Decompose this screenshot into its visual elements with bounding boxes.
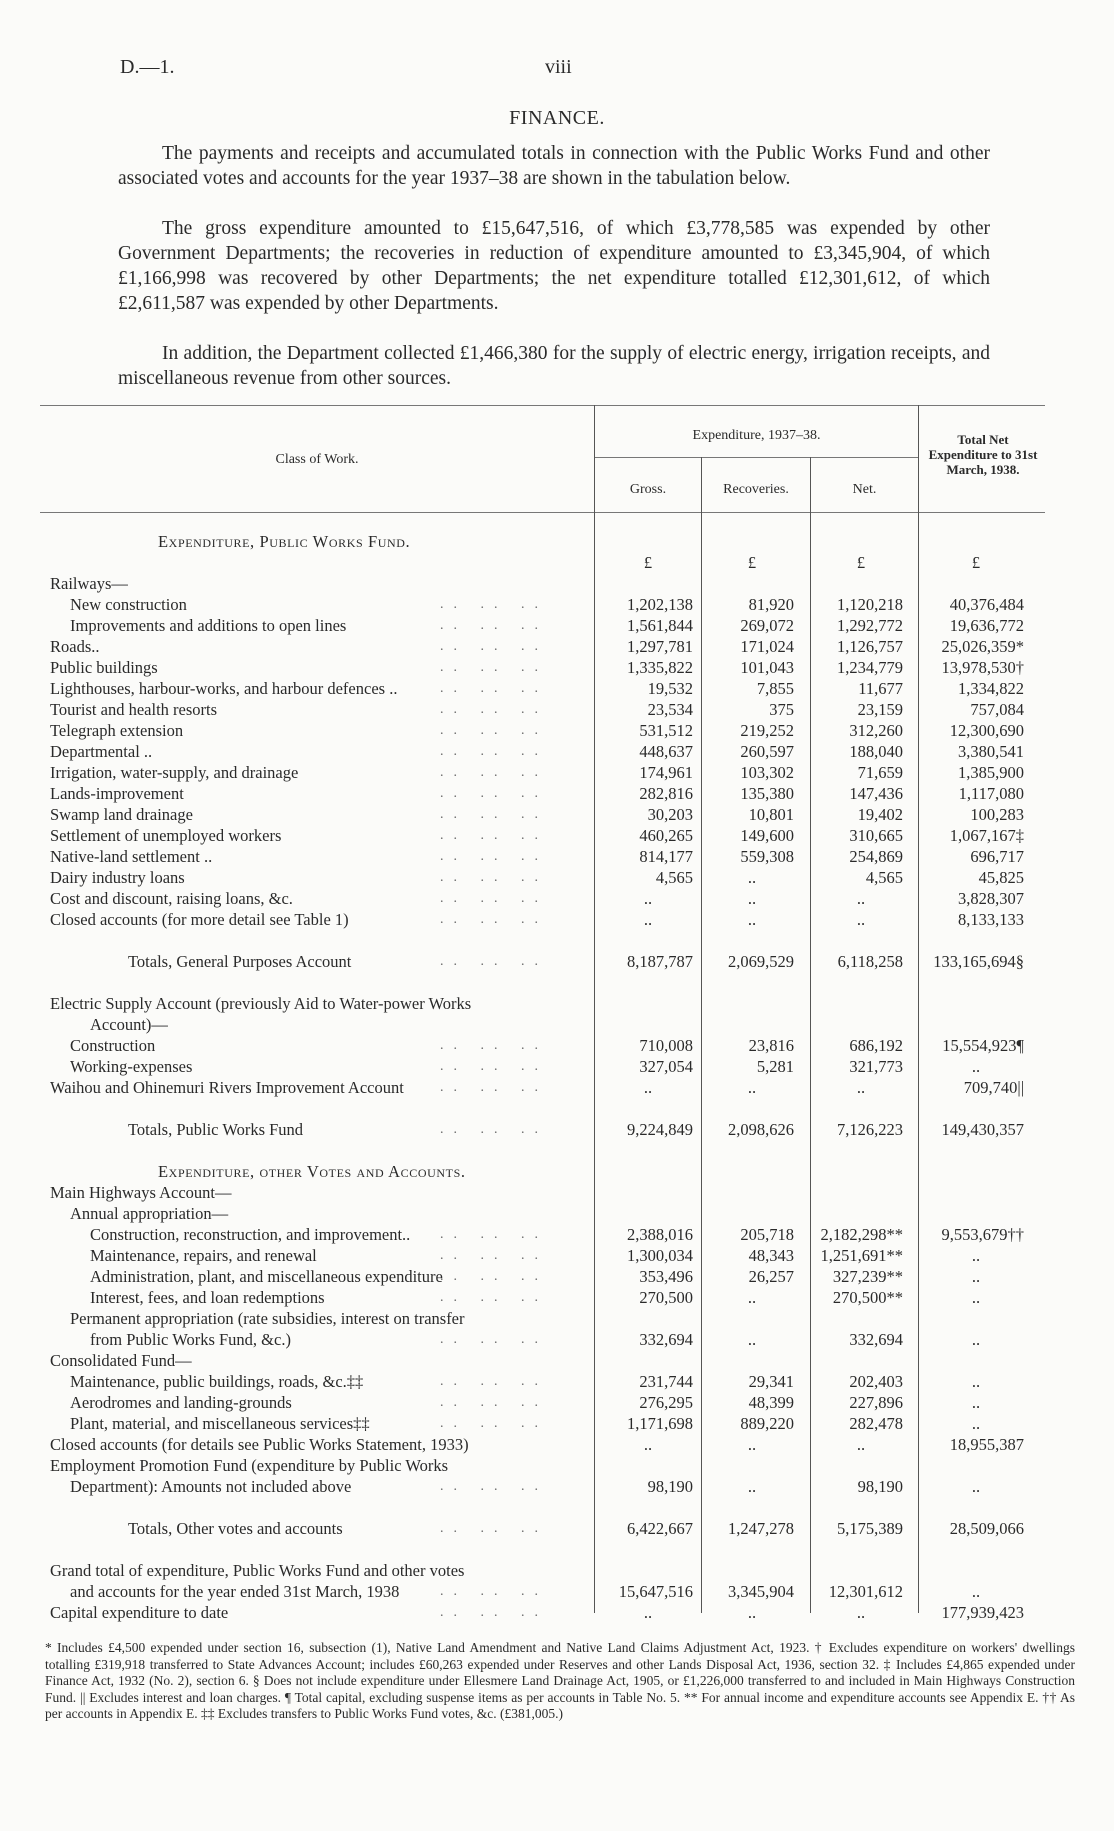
- row-label: Settlement of unemployed workers: [50, 826, 282, 845]
- recoveries-cell: 135,380: [740, 784, 794, 803]
- intro-paragraph-2: The gross expenditure amounted to £15,647,516, of which £3,778,585 was expended by other Government Departments; the recoveries in reduction of expenditure amounted to £3,345,904, of which £1,166,998 was recovered by other Departments; the net expenditure totalled £12,301,612, of which £2,611,587 was expended by other Departments.: [118, 218, 990, 314]
- row-label: Working-expenses: [70, 1057, 193, 1076]
- recoveries-cell: ..: [747, 1435, 757, 1454]
- gross-cell: 4,565: [655, 868, 693, 887]
- total-cell: 9,553,679††: [941, 1225, 1024, 1244]
- net-cell: 1,126,757: [837, 637, 903, 656]
- row-label: Totals, Public Works Fund: [128, 1120, 304, 1139]
- gross-cell: 814,177: [639, 847, 693, 866]
- leader-dots: .. .. ..: [440, 1605, 548, 1620]
- net-cell: ..: [856, 1078, 866, 1097]
- leader-dots: .. .. ..: [440, 954, 548, 969]
- net-cell: 12,301,612: [828, 1582, 903, 1601]
- total-cell: 28,509,066: [949, 1519, 1024, 1538]
- leader-dots: .. .. ..: [440, 807, 548, 822]
- gross-cell: 23,534: [647, 700, 693, 719]
- row-label: Account)—: [90, 1015, 168, 1034]
- gross-cell: 1,561,844: [627, 616, 693, 635]
- gross-cell: 1,300,034: [627, 1246, 693, 1265]
- gross-cell: ..: [643, 910, 653, 929]
- gross-cell: 353,496: [639, 1267, 693, 1286]
- row-label: New construction: [70, 595, 187, 614]
- net-cell: 1,292,772: [837, 616, 903, 635]
- row-label: Capital expenditure to date: [50, 1603, 229, 1622]
- gross-cell: 1,202,138: [627, 595, 693, 614]
- gross-cell: ..: [643, 1435, 653, 1454]
- recoveries-header: Recoveries.: [723, 482, 789, 497]
- recoveries-cell: 889,220: [740, 1414, 794, 1433]
- net-cell: 147,436: [849, 784, 903, 803]
- recoveries-cell: 29,341: [748, 1372, 794, 1391]
- recoveries-cell: 171,024: [740, 637, 794, 656]
- net-cell: 327,239**: [832, 1267, 903, 1286]
- leader-dots: .. .. ..: [440, 618, 548, 633]
- gross-cell: 332,694: [639, 1330, 693, 1349]
- total-cell: 133,165,694§: [933, 952, 1024, 971]
- leader-dots: .. .. ..: [440, 1080, 548, 1095]
- net-cell: 312,260: [849, 721, 903, 740]
- row-label: Employment Promotion Fund (expenditure by Public Works: [50, 1456, 449, 1475]
- total-cell: 709,740||: [963, 1078, 1024, 1097]
- row-label: Telegraph extension: [50, 721, 184, 740]
- gross-cell: 710,008: [639, 1036, 693, 1055]
- row-label: Swamp land drainage: [50, 805, 193, 824]
- net-cell: 282,478: [849, 1414, 903, 1433]
- leader-dots: .. .. ..: [440, 786, 548, 801]
- row-label: Lands-improvement: [50, 784, 184, 803]
- leader-dots: .. .. ..: [440, 1122, 548, 1137]
- row-label: Departmental ..: [50, 742, 153, 761]
- recoveries-cell: 23,816: [748, 1036, 794, 1055]
- expenditure-subrule: [595, 457, 918, 458]
- net-cell: 310,665: [849, 826, 903, 845]
- row-label: Native-land settlement ..: [50, 847, 213, 866]
- row-label: Main Highways Account—: [50, 1183, 232, 1202]
- recoveries-cell: 219,252: [740, 721, 794, 740]
- leader-dots: .. .. ..: [440, 1374, 548, 1389]
- gross-cell: ..: [643, 1603, 653, 1622]
- gross-cell: 8,187,787: [627, 952, 693, 971]
- total-cell: ..: [971, 1288, 981, 1307]
- document-code: D.—1.: [120, 56, 175, 78]
- net-cell: 1,120,218: [837, 595, 903, 614]
- leader-dots: .. .. ..: [440, 681, 548, 696]
- total-cell: 15,554,923¶: [942, 1036, 1024, 1055]
- total-cell: £: [971, 553, 981, 572]
- row-label: Cost and discount, raising loans, &c.: [50, 889, 293, 908]
- leader-dots: .. .. ..: [440, 597, 548, 612]
- leader-dots: .. .. ..: [440, 744, 548, 759]
- recoveries-cell: 10,801: [748, 805, 794, 824]
- total-cell: 40,376,484: [949, 595, 1024, 614]
- row-label: Maintenance, repairs, and renewal: [90, 1246, 317, 1265]
- recoveries-cell: 103,302: [740, 763, 794, 782]
- total-cell: 13,978,530†: [941, 658, 1024, 677]
- section-heading: Expenditure, other Votes and Accounts.: [158, 1162, 466, 1181]
- leader-dots: .. .. ..: [440, 1227, 548, 1242]
- expenditure-header: Expenditure, 1937–38.: [692, 428, 821, 443]
- net-cell: ..: [856, 1603, 866, 1622]
- total-cell: 757,084: [970, 700, 1024, 719]
- leader-dots: .. .. ..: [440, 1332, 548, 1347]
- total-cell: 1,334,822: [958, 679, 1024, 698]
- net-cell: 270,500**: [832, 1288, 903, 1307]
- net-cell: 11,677: [858, 679, 903, 698]
- total-cell: 100,283: [970, 805, 1024, 824]
- net-cell: 254,869: [849, 847, 903, 866]
- total-cell: 3,828,307: [958, 889, 1024, 908]
- row-label: Irrigation, water-supply, and drainage: [50, 763, 299, 782]
- net-cell: 188,040: [849, 742, 903, 761]
- recoveries-cell: ..: [747, 1288, 757, 1307]
- row-label: Construction, reconstruction, and improvement..: [90, 1225, 411, 1244]
- intro-paragraph-1: The payments and receipts and accumulated totals in connection with the Public Works Fund and other associated votes and accounts for the year 1937–38 are shown in the tabulation below.: [118, 143, 990, 189]
- leader-dots: .. .. ..: [440, 870, 548, 885]
- net-cell: 1,234,779: [837, 658, 903, 677]
- gross-cell: ..: [643, 1078, 653, 1097]
- row-label: Totals, Other votes and accounts: [128, 1519, 343, 1538]
- row-label: Department): Amounts not included above: [70, 1477, 352, 1496]
- recoveries-cell: 3,345,904: [728, 1582, 794, 1601]
- net-cell: 19,402: [857, 805, 903, 824]
- gross-header: Gross.: [629, 482, 667, 497]
- total-cell: ..: [971, 1393, 981, 1412]
- net-cell: 23,159: [857, 700, 903, 719]
- row-label: Aerodromes and landing-grounds: [70, 1393, 292, 1412]
- net-cell: £: [856, 553, 866, 572]
- table-header-rule: [40, 512, 1045, 513]
- row-label: Public buildings: [50, 658, 158, 677]
- row-label: Closed accounts (for more detail see Table 1): [50, 910, 349, 929]
- gross-cell: 30,203: [647, 805, 693, 824]
- row-label: Improvements and additions to open lines: [70, 616, 347, 635]
- row-label: Grand total of expenditure, Public Works Fund and other votes: [50, 1561, 465, 1580]
- row-label: Totals, General Purposes Account: [128, 952, 352, 971]
- col-divider-total: [918, 405, 919, 1613]
- row-label: Permanent appropriation (rate subsidies, interest on transfer: [70, 1309, 465, 1328]
- net-cell: ..: [856, 910, 866, 929]
- gross-cell: £: [643, 553, 653, 572]
- net-cell: ..: [856, 1435, 866, 1454]
- net-cell: 71,659: [857, 763, 903, 782]
- leader-dots: .. .. ..: [440, 639, 548, 654]
- recoveries-cell: 101,043: [740, 658, 794, 677]
- leader-dots: .. .. ..: [440, 1038, 548, 1053]
- total-cell: ..: [971, 1057, 981, 1076]
- row-label: Railways—: [50, 574, 128, 593]
- recoveries-cell: 269,072: [740, 616, 794, 635]
- total-cell: 19,636,772: [949, 616, 1024, 635]
- net-cell: 227,896: [849, 1393, 903, 1412]
- total-cell: ..: [971, 1267, 981, 1286]
- total-cell: 25,026,359*: [941, 637, 1024, 656]
- row-label: Annual appropriation—: [70, 1204, 229, 1223]
- row-label: Waihou and Ohinemuri Rivers Improvement Account: [50, 1078, 404, 1097]
- gross-cell: 174,961: [639, 763, 693, 782]
- row-label: Plant, material, and miscellaneous services‡‡: [70, 1414, 370, 1433]
- total-cell: 696,717: [970, 847, 1024, 866]
- total-cell: 18,955,387: [949, 1435, 1024, 1454]
- page-title: FINANCE.: [509, 107, 605, 129]
- recoveries-cell: 5,281: [756, 1057, 794, 1076]
- recoveries-cell: 1,247,278: [728, 1519, 794, 1538]
- gross-cell: 98,190: [647, 1477, 693, 1496]
- net-cell: 321,773: [849, 1057, 903, 1076]
- gross-cell: ..: [643, 889, 653, 908]
- recoveries-cell: 7,855: [756, 679, 794, 698]
- net-cell: 98,190: [857, 1477, 903, 1496]
- total-cell: 1,117,080: [958, 784, 1024, 803]
- leader-dots: .. .. ..: [440, 912, 548, 927]
- row-label: Consolidated Fund—: [50, 1351, 192, 1370]
- gross-cell: 231,744: [639, 1372, 693, 1391]
- row-label: from Public Works Fund, &c.): [90, 1330, 291, 1349]
- table-top-rule: [40, 405, 1045, 406]
- gross-cell: 2,388,016: [627, 1225, 693, 1244]
- footnotes: * Includes £4,500 expended under section 16, subsection (1), Native Land Amendment and Native Land Claims Adjustment Act, 1923. † Excludes expenditure on workers' dwellings totalling £319,918 transferred to State Advances Account; includes £60,263 expended under Reserves and other Lands Disposal Act, 1936, section 32. ‡ Includes £4,865 expended under Finance Act, 1932 (No. 2), section 6. § Does not include expenditure under Ellesmere Land Drainage Act, 1905, or £1,226,000 transferred to and included in Main Highways Construction Fund. || Excludes interest and loan charges. ¶ Total capital, excluding suspense items as per accounts in Table No. 5. ** For annual income and expenditure accounts see Appendix E. †† As per accounts in Appendix E. ‡‡ Excludes transfers to Public Works Fund votes, &c. (£381,005.): [45, 1640, 1075, 1721]
- recoveries-cell: ..: [747, 1477, 757, 1496]
- leader-dots: .. .. ..: [440, 891, 548, 906]
- total-cell: ..: [971, 1246, 981, 1265]
- leader-dots: .. .. ..: [440, 723, 548, 738]
- net-cell: 5,175,389: [837, 1519, 903, 1538]
- row-label: Dairy industry loans: [50, 868, 185, 887]
- gross-cell: 327,054: [639, 1057, 693, 1076]
- gross-cell: 531,512: [639, 721, 693, 740]
- gross-cell: 1,297,781: [627, 637, 693, 656]
- gross-cell: 282,816: [639, 784, 693, 803]
- recoveries-cell: 2,098,626: [728, 1120, 794, 1139]
- leader-dots: .. .. ..: [440, 1584, 548, 1599]
- row-label: Lighthouses, harbour-works, and harbour defences ..: [50, 679, 398, 698]
- gross-cell: 19,532: [647, 679, 693, 698]
- net-cell: 2,182,298**: [820, 1225, 903, 1244]
- leader-dots: .. .. ..: [440, 1416, 548, 1431]
- total-cell: ..: [971, 1330, 981, 1349]
- leader-dots: .. .. ..: [440, 1479, 548, 1494]
- net-cell: 6,118,258: [837, 952, 903, 971]
- net-cell: 686,192: [849, 1036, 903, 1055]
- net-cell: 332,694: [849, 1330, 903, 1349]
- class-of-work-header: Class of Work.: [275, 452, 359, 467]
- recoveries-cell: 375: [769, 700, 794, 719]
- leader-dots: .. .. ..: [440, 1290, 548, 1305]
- total-cell: 1,067,167‡: [949, 826, 1024, 845]
- recoveries-cell: 559,308: [740, 847, 794, 866]
- recoveries-cell: £: [747, 553, 757, 572]
- gross-cell: 6,422,667: [627, 1519, 693, 1538]
- total-cell: 177,939,423: [941, 1603, 1024, 1622]
- leader-dots: .. .. ..: [440, 660, 548, 675]
- recoveries-cell: ..: [747, 868, 757, 887]
- total-cell: 3,380,541: [958, 742, 1024, 761]
- gross-cell: 1,171,698: [627, 1414, 693, 1433]
- net-cell: 202,403: [849, 1372, 903, 1391]
- recoveries-cell: 48,343: [748, 1246, 794, 1265]
- recoveries-cell: ..: [747, 1330, 757, 1349]
- gross-cell: 15,647,516: [618, 1582, 693, 1601]
- total-cell: ..: [971, 1477, 981, 1496]
- row-label: and accounts for the year ended 31st March, 1938: [70, 1582, 400, 1601]
- gross-cell: 460,265: [639, 826, 693, 845]
- net-cell: ..: [856, 889, 866, 908]
- row-label: Construction: [70, 1036, 156, 1055]
- gross-cell: 276,295: [639, 1393, 693, 1412]
- net-cell: 7,126,223: [837, 1120, 903, 1139]
- net-cell: 4,565: [865, 868, 903, 887]
- leader-dots: .. .. ..: [440, 765, 548, 780]
- row-label: Tourist and health resorts: [50, 700, 218, 719]
- recoveries-cell: 2,069,529: [728, 952, 794, 971]
- gross-cell: 9,224,849: [627, 1120, 693, 1139]
- row-label: Closed accounts (for details see Public Works Statement, 1933): [50, 1435, 469, 1454]
- recoveries-cell: 205,718: [740, 1225, 794, 1244]
- recoveries-cell: ..: [747, 1603, 757, 1622]
- gross-cell: 448,637: [639, 742, 693, 761]
- total-cell: 12,300,690: [949, 721, 1024, 740]
- net-header: Net.: [852, 482, 877, 497]
- leader-dots: .. .. ..: [440, 828, 548, 843]
- intro-paragraph-3: In addition, the Department collected £1,466,380 for the supply of electric energy, irrigation receipts, and miscellaneous revenue from other sources.: [118, 343, 990, 389]
- row-label: Maintenance, public buildings, roads, &c.‡‡: [70, 1372, 364, 1391]
- total-cell: 1,385,900: [958, 763, 1024, 782]
- leader-dots: .. .. ..: [440, 849, 548, 864]
- row-label: Administration, plant, and miscellaneous expenditure: [90, 1267, 443, 1286]
- row-label: Roads..: [50, 637, 100, 656]
- section-heading: Expenditure, Public Works Fund.: [158, 532, 411, 551]
- recoveries-cell: ..: [747, 889, 757, 908]
- total-net-header: Total Net Expenditure to 31st March, 1938.: [928, 432, 1038, 477]
- row-label: Interest, fees, and loan redemptions: [90, 1288, 325, 1307]
- gross-cell: 1,335,822: [627, 658, 693, 677]
- gross-cell: 270,500: [639, 1288, 693, 1307]
- recoveries-cell: ..: [747, 1078, 757, 1097]
- net-cell: 1,251,691**: [820, 1246, 903, 1265]
- total-cell: ..: [971, 1414, 981, 1433]
- page-number: viii: [545, 56, 572, 78]
- leader-dots: .. .. ..: [440, 1269, 548, 1284]
- leader-dots: .. .. ..: [440, 1395, 548, 1410]
- recoveries-cell: 81,920: [748, 595, 794, 614]
- recoveries-cell: 149,600: [740, 826, 794, 845]
- recoveries-cell: ..: [747, 910, 757, 929]
- total-cell: ..: [971, 1582, 981, 1601]
- leader-dots: .. .. ..: [440, 702, 548, 717]
- total-cell: 149,430,357: [941, 1120, 1024, 1139]
- total-cell: ..: [971, 1372, 981, 1391]
- recoveries-cell: 260,597: [740, 742, 794, 761]
- row-label: Electric Supply Account (previously Aid to Water-power Works: [50, 994, 472, 1013]
- leader-dots: .. .. ..: [440, 1059, 548, 1074]
- leader-dots: .. .. ..: [440, 1521, 548, 1536]
- total-cell: 8,133,133: [958, 910, 1024, 929]
- total-cell: 45,825: [978, 868, 1024, 887]
- recoveries-cell: 26,257: [748, 1267, 794, 1286]
- leader-dots: .. .. ..: [440, 1248, 548, 1263]
- recoveries-cell: 48,399: [748, 1393, 794, 1412]
